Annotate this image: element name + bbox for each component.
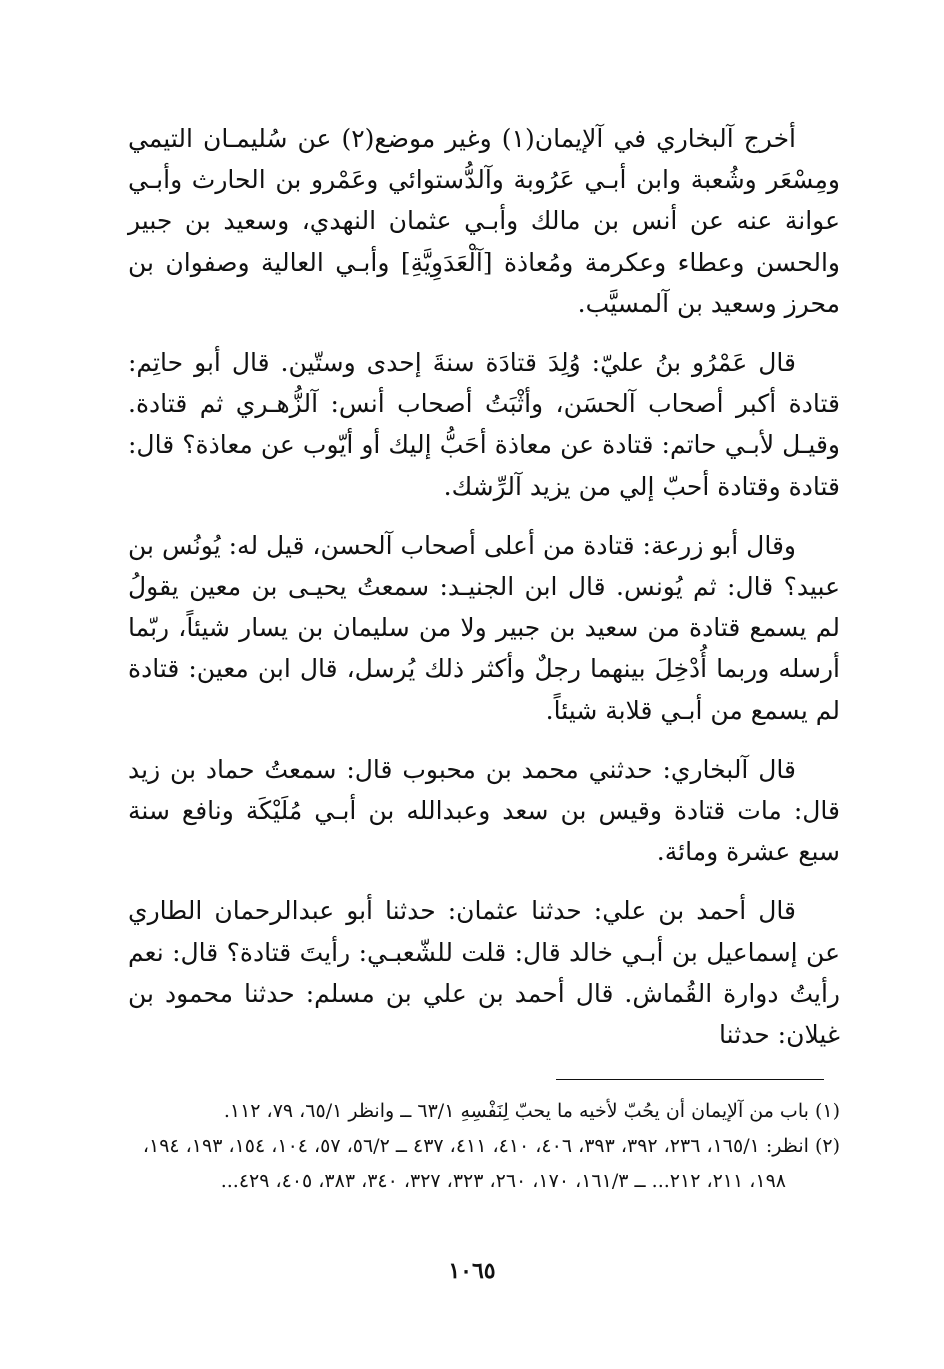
paragraph-1: أخرج آلبخاري في آلإيمان(١) وغير موضع(٢) عن سُليمـان التيمي ومِسْعَر وشُعبة وابن أبـي عَرُوبة وآلدُّستوائي وعَمْرو بن الحارث وأبـي عوانة عنه عن أنس بن مالك وأبـي عثمان النهدي، وسعيد بن جبير والحسن وعطاء وعكرمة ومُعاذة [آلْعَدَوِيَّةِ] وأبـي العالية وصفوان بن محرز وسعيد بن آلمسيَّب. (128, 124, 840, 318)
footnote-2: (٢) انظر: ١٦٥/١، ٢٣٦، ٣٩٢، ٣٩٣، ٤٠٦، ٤١٠، ٤١١، ٤٣٧ ــ ٥٦/٢، ٥٧، ١٠٤، ١٥٤، ١٩٣، ١٩٤، ١٩٨، ٢١١، ٢١٢... ــ ١٦١/٣، ١٧٠، ٢٦٠، ٣٢٣، ٣٢٧، ٣٤٠، ٣٨٣، ٤٠٥، ٤٢٩... (142, 1135, 840, 1192)
footnote-1: (١) باب من آلإيمان أن يحُبّ لأخيه ما يحبّ لِنَفْسِهِ ٦٣/١ ــ وانظر ٦٥/١، ٧٩، ١١٢. (223, 1100, 840, 1122)
main-text (128, 118, 840, 1073)
footnotes (128, 1094, 840, 1199)
paragraph-4: قال آلبخاري: حدثني محمد بن محبوب قال: سمعتُ حماد بن زيد قال: مات قتادة وقيس بن سعد وعبدالله بن أبـي مُلَيْكَة ونافع سنة سبع عشرة ومائة. (128, 754, 840, 867)
page-number: ١٠٦٥ (448, 1258, 496, 1284)
paragraph-2: قال عَمْرُو بنُ عليّ: وُلِدَ قتادَة سنةَ إحدى وستّين. قال أبو حاتِم: قتادة أكبر أصحاب آلحسَن، وأثْبَتُ أصحاب أنس: آلزُّهـري ثم قتادة. وقيـل لأبـي حاتم: قتادة عن معاذة أحَبُّ إليك أو أيّوب عن معاذة؟ قال: قتادة وقتادة أحبّ إلي من يزيد آلرِّشك. (128, 348, 840, 501)
footnote-separator (556, 1079, 824, 1080)
paragraph-3: وقال أبو زرعة: قتادة من أعلى أصحاب آلحسن، قيل له: يُونُس بن عبيد؟ قال: ثم يُونس. قال ابن الجنيـد: سمعتُ يحيـى بن معين يقولُ لم يسمع قتادة من سعيد بن جبير ولا من سليمان بن يسار شيئاً، ربّما أرسله وربما أُدْخِلَ بينهما رجلٌ وأكثر ذلك يُرسل، قال ابن معين: قتادة لم يسمع من أبـي قلابة شيئاً. (128, 530, 840, 725)
paragraph-5: قال أحمد بن علي: حدثنا عثمان: حدثنا أبو عبدالرحمان الطاري عن إسماعيل بن أبـي خالد قال: قلت للشّعبـي: رأيتَ قتادة؟ قال: نعم رأيتُ دوارة القُماش. قال أحمد بن علي بن مسلم: حدثنا محمود بن غيلان: حدثنا (128, 896, 840, 1050)
